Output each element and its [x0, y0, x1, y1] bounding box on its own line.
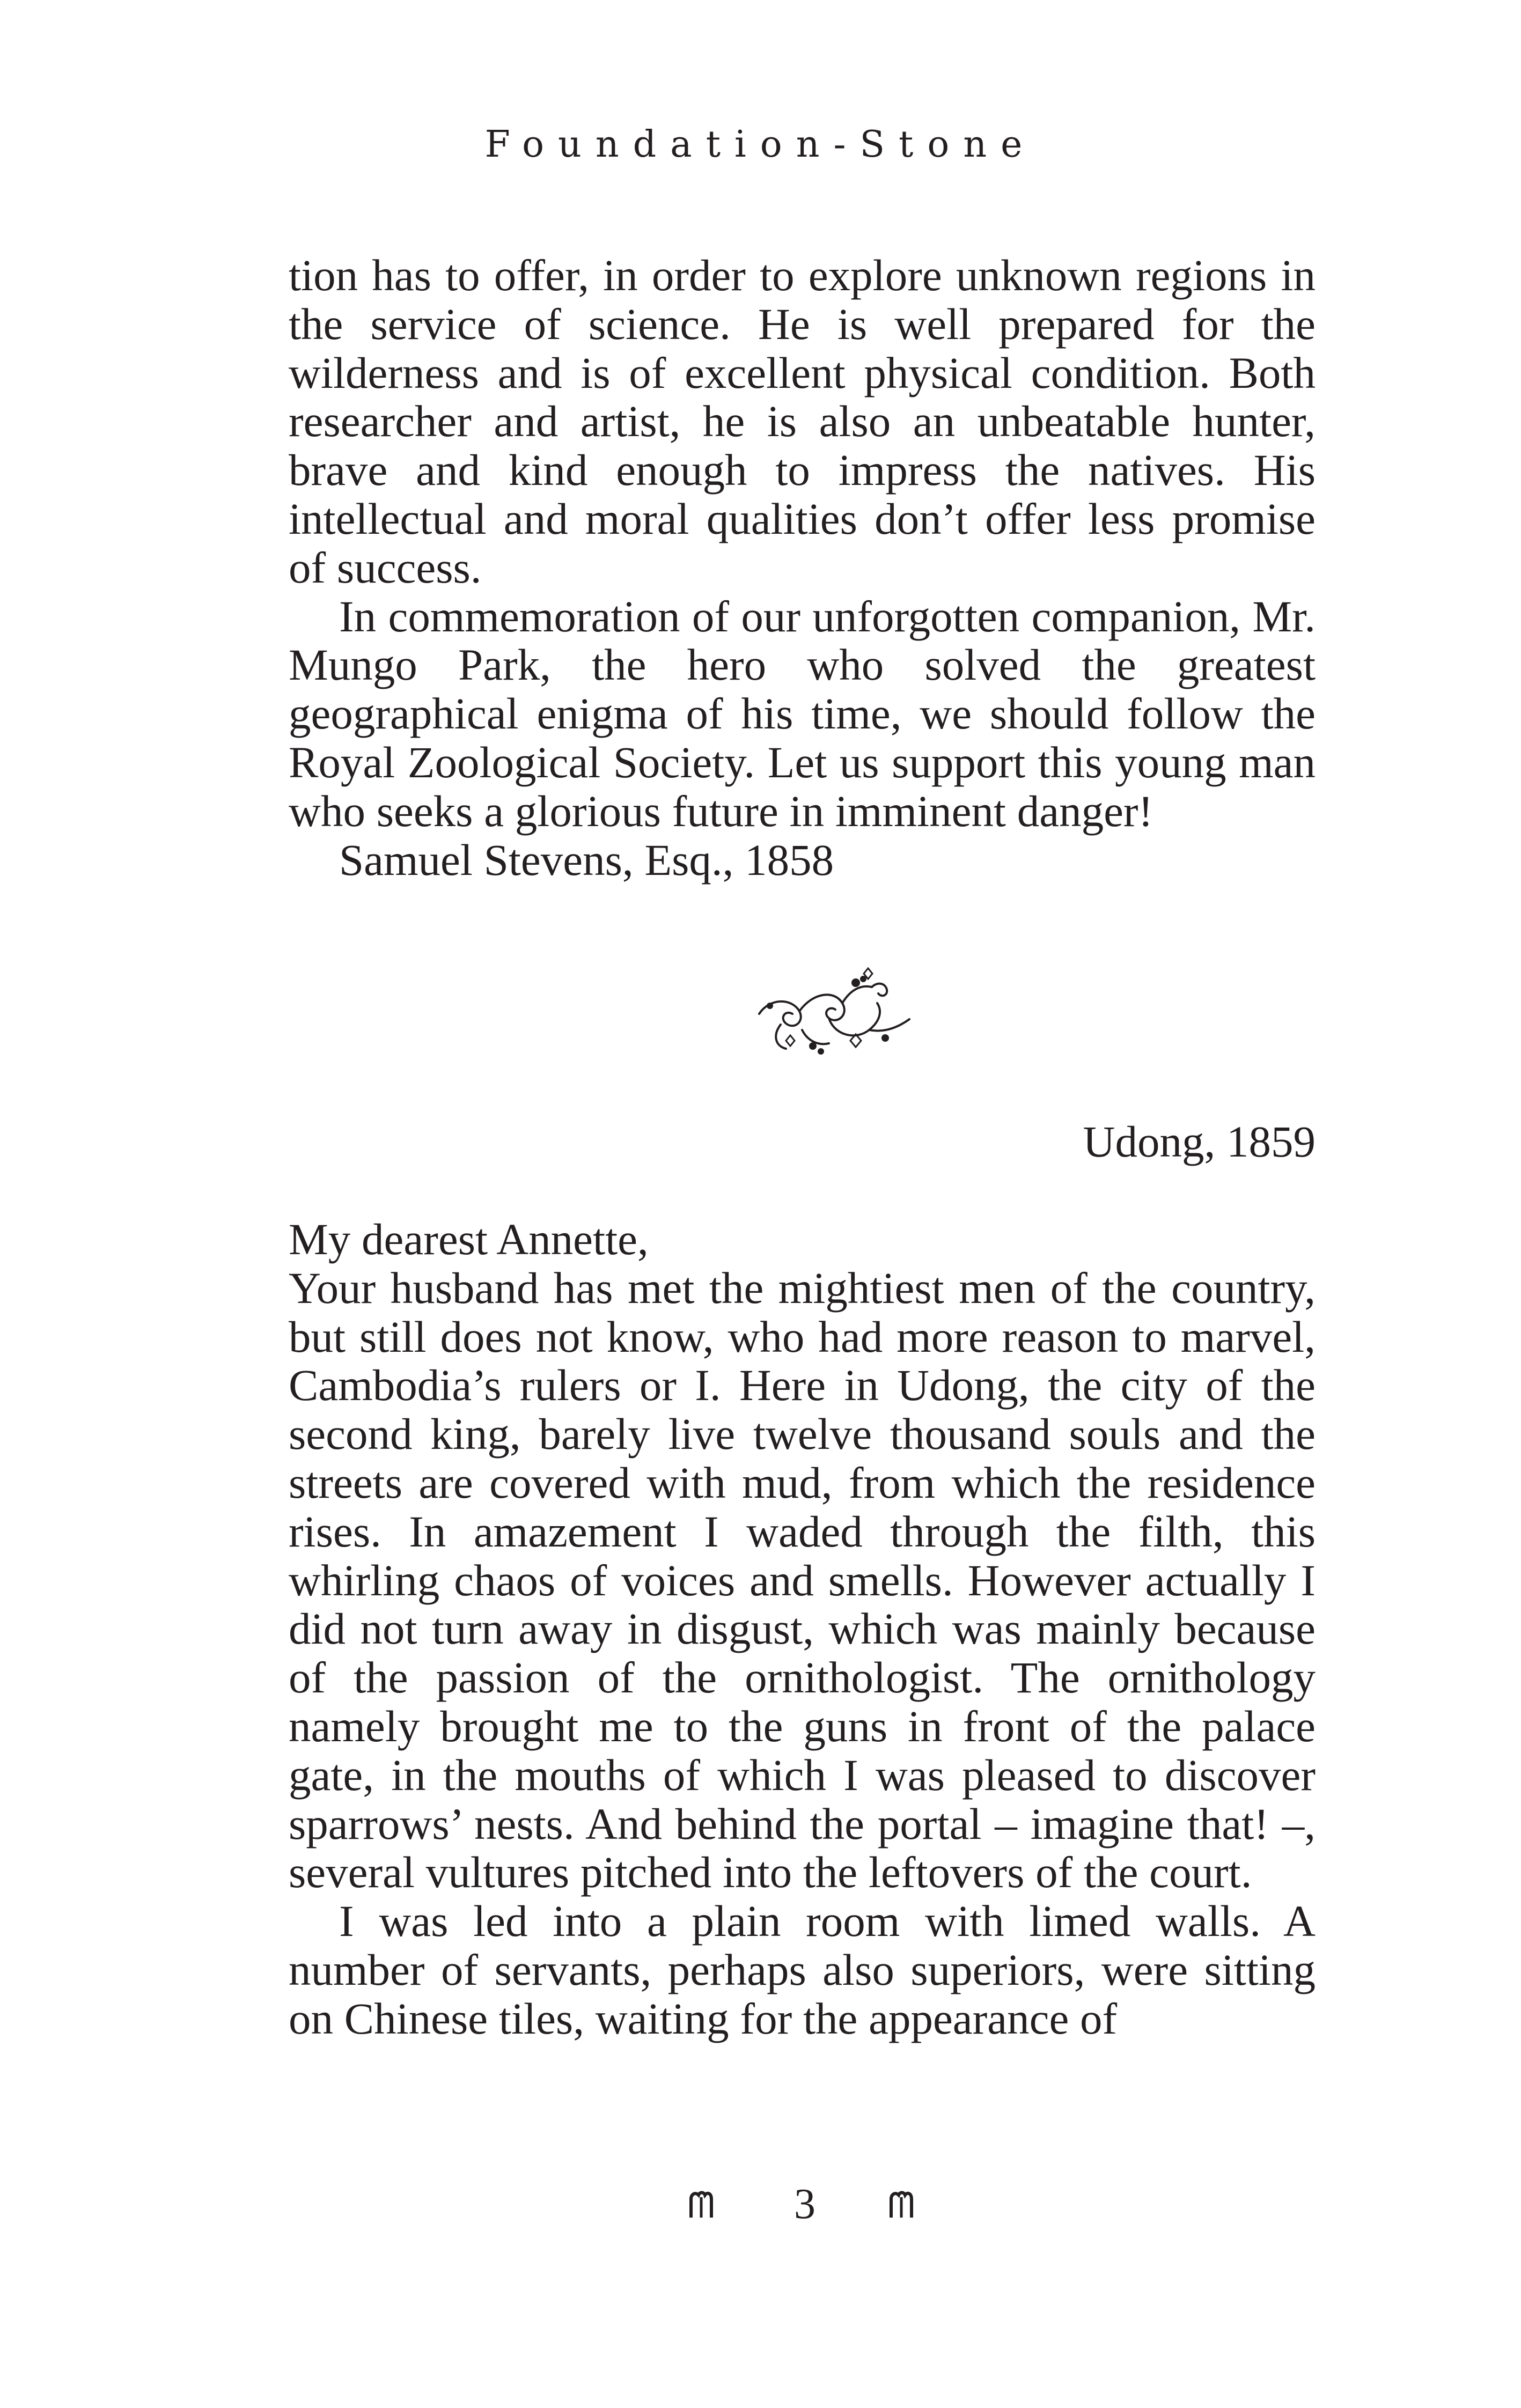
page-footer — [0, 2180, 1521, 2234]
ornamental-m-icon — [888, 2190, 915, 2220]
page-number: 3 — [794, 2181, 815, 2228]
letter-place-date: Udong, 1859 — [1083, 1117, 1316, 1166]
recommendation-letter — [289, 251, 1316, 884]
floral-flourish-icon — [748, 960, 920, 1067]
letter-paragraph-1: Your husband has met the mightiest men of the country, but still does not know, who had more reason to marvel, Cambodia’s rulers or I. Here in Udong, the city of the second king, barely live twelve thousand souls and the streets are covered with mud, from which the residence rises. In amazement I waded through the filth, this whirling chaos of voices and smells. However actually I did not turn away in disgust, which was mainly because of the passion of the ornithologist. The ornithology namely brought me to the guns in front of the palace gate, in the mouths of which I was pleased to discover sparrows’ nests. And behind the portal – imagine that! –, several vultures pitched into the leftovers of the court. — [289, 1263, 1316, 1897]
recommendation-paragraph-2: In commemoration of our unforgotten companion, Mr. Mungo Park, the hero who solved the greatest geographical enigma of his time, we should follow the Royal Zoological Society. Let us support this young man who seeks a glorious future in imminent danger! — [289, 591, 1316, 836]
ornamental-m-icon — [688, 2190, 715, 2220]
letter-body — [289, 1215, 1316, 2043]
recommendation-paragraph-1: tion has to offer, in order to explore unknown regions in the service of science. He is well prepared for the wilderness and is of excellent physical condition. Both researcher and artist, he is also an unbeatable hunter, brave and kind enough to impress the natives. His intellectual and moral qualities don’t offer less promise of success. — [289, 251, 1316, 592]
letter-paragraph-2: I was led into a plain room with limed walls. A number of servants, perhaps also superiors, were sitting on Chinese tiles, waiting for the appearance of — [289, 1896, 1316, 2043]
letter-salutation: My dearest Annette, — [289, 1214, 649, 1264]
recommendation-signature: Samuel Stevens, Esq., 1858 — [339, 835, 834, 885]
running-head: Foundation-Stone — [484, 123, 1037, 166]
